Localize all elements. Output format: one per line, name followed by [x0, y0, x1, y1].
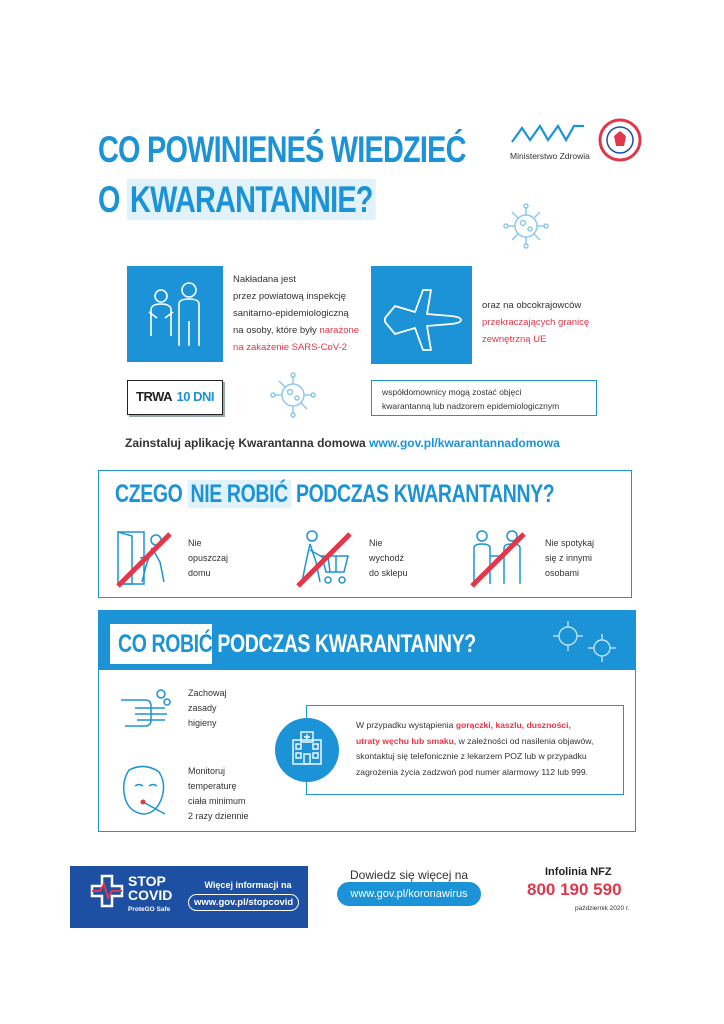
thermometer-face-icon [115, 760, 175, 820]
foreigners-line1: oraz na obcokrajowców [482, 300, 582, 311]
foreigners-red1: przekraczających granicę [482, 317, 590, 328]
inspection-red1: narażone [319, 325, 360, 336]
temperature-l4: 2 razy dziennie [188, 811, 249, 821]
hygiene-l2: zasady [188, 703, 217, 713]
dont-section-title [115, 480, 554, 509]
hygiene-l1: Zachowaj [188, 688, 227, 698]
date-label: październik 2020 r. [575, 905, 630, 912]
hospital-icon [275, 718, 339, 782]
dont-item-3 [545, 536, 594, 581]
hospital-circle [275, 718, 339, 782]
sanitary-seal-icon [598, 118, 642, 162]
dont-item-1-l3: domu [188, 568, 211, 578]
virus-icon [503, 203, 549, 249]
app-install-text: Zainstaluj aplikację Kwarantanna domowa [125, 436, 366, 450]
household-line1: współdomownicy mogą zostać objęci [382, 387, 522, 397]
hygiene-text [188, 686, 227, 731]
learn-more-label: Dowiedz się więcej na [350, 868, 469, 882]
symptoms-rest1: , w zależności od nasilenia objawów, [453, 735, 594, 746]
page-title-line2 [98, 178, 376, 222]
dont-item-2-l2: wychodź [369, 553, 405, 563]
symptoms-intro: W przypadku wystąpienia [356, 720, 456, 730]
virus-icon [550, 618, 622, 664]
foreigners-text [482, 297, 622, 348]
virus-icon [270, 372, 316, 418]
household-line2: kwarantanną lub nadzorem epidemiologicznym [382, 401, 560, 411]
foreigners-red2: zewnętrzną UE [482, 334, 547, 345]
ministry-logo-icon [510, 120, 590, 150]
inspection-line3: sanitarno-epidemiologiczną [233, 308, 349, 319]
temperature-l2: temperaturę [188, 781, 237, 791]
dont-item-3-l1: Nie spotykaj [545, 538, 595, 548]
dont-title-suffix: PODCZAS KWARANTANNY? [295, 480, 555, 508]
protego-label: ProteGO Safe [128, 906, 171, 913]
page-title-highlight: KWARANTANNIE? [127, 179, 376, 220]
cross-logo-icon [90, 874, 124, 908]
app-install-line [125, 436, 560, 450]
more-info-label: Więcej informacji na [204, 880, 292, 890]
page-title-line1: CO POWINIENEŚ WIEDZIEĆ [98, 129, 466, 170]
dont-item-1 [188, 536, 228, 581]
hand-washing-icon [115, 680, 175, 740]
duration-value: 10 DNI [176, 389, 214, 404]
symptoms-red1: gorączki, kaszlu, duszności, [455, 720, 571, 730]
dont-title-highlight: NIE ROBIĆ [187, 480, 290, 508]
app-install-link[interactable]: www.gov.pl/kwarantannadomowa [369, 436, 560, 450]
page-title-prefix: O [98, 179, 120, 220]
meeting-people-icon [466, 526, 530, 590]
dont-title-prefix: CZEGO [115, 480, 183, 508]
plane-icon-box [371, 266, 472, 364]
temperature-text [188, 764, 249, 824]
inspection-line1: Nakładana jest [233, 274, 296, 285]
people-icon [127, 266, 223, 362]
temperature-l1: Monitoruj [188, 766, 226, 776]
dont-item-3-l3: osobami [545, 568, 580, 578]
shopping-cart-icon [292, 526, 356, 590]
temperature-l3: ciała minimum [188, 796, 246, 806]
symptoms-rest2: skontaktuj się telefonicznie z lekarzem POZ lub w przypadku [356, 751, 587, 761]
covid-label: COVID [128, 887, 173, 903]
stop-label: STOP [128, 873, 166, 889]
plane-icon [371, 266, 472, 364]
do-title-highlight: CO ROBIĆ [118, 630, 213, 658]
do-title-suffix: PODCZAS KWARANTANNY? [217, 630, 476, 658]
duration-prefix: TRWA [136, 389, 173, 404]
dont-item-3-l2: się z innymi [545, 553, 593, 563]
stopcovid-banner[interactable] [70, 866, 308, 928]
symptoms-text [356, 718, 618, 780]
hotline-label: Infolinia NFZ [545, 866, 612, 878]
koronawirus-link[interactable]: www.gov.pl/koronawirus [337, 882, 481, 906]
people-icon-box [127, 266, 223, 362]
duration-badge [127, 380, 223, 415]
dont-item-2 [369, 536, 408, 581]
dont-item-1-l2: opuszczaj [188, 553, 229, 563]
stopcovid-link[interactable]: www.gov.pl/stopcovid [188, 894, 299, 911]
household-box [371, 380, 597, 416]
inspection-text [233, 271, 373, 356]
hotline-number[interactable]: 800 190 590 [527, 880, 622, 899]
dont-item-2-l1: Nie [369, 538, 383, 548]
inspection-red2: na zakażenie SARS-CoV-2 [233, 342, 348, 353]
dont-item-1-l1: Nie [188, 538, 202, 548]
do-section-title [118, 630, 476, 659]
symptoms-rest3: zagrożenia życia zadzwoń pod numer alarmowy 112 lub 999. [356, 766, 589, 777]
leave-home-icon [112, 526, 176, 590]
inspection-line2: przez powiatową inspekcję [233, 291, 347, 302]
inspection-line4: na osoby, które były [233, 325, 320, 336]
dont-item-2-l3: do sklepu [369, 568, 408, 578]
hygiene-l3: higieny [188, 718, 217, 728]
symptoms-red2: utraty węchu lub smaku [356, 735, 454, 746]
ministry-label: Ministerstwo Zdrowia [510, 151, 590, 161]
